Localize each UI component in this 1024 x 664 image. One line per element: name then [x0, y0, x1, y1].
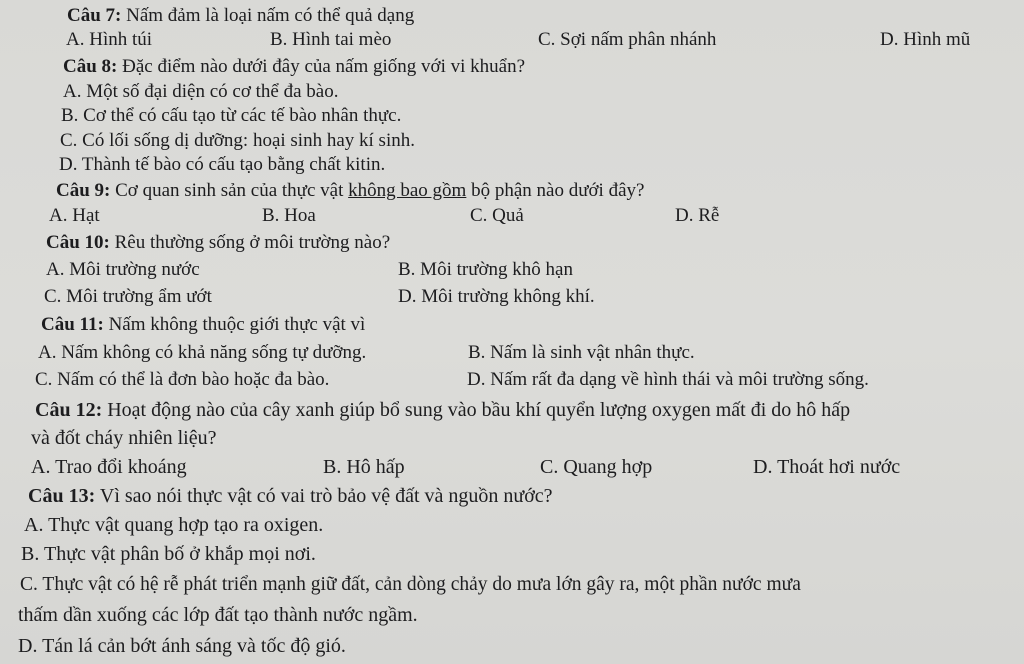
question-label: Câu 8:	[63, 56, 118, 77]
question-10	[46, 233, 390, 252]
question-text: Rêu thường sống ở môi trường nào?	[114, 232, 391, 253]
question-label: Câu 13:	[28, 485, 96, 507]
q7-option-d[interactable]: D. Hình mũ	[880, 29, 971, 50]
q11-option-b[interactable]: B. Nấm là sinh vật nhân thực.	[468, 342, 695, 363]
question-label: Câu 12:	[35, 399, 103, 421]
q11-option-d[interactable]: D. Nấm rất đa dạng về hình thái và môi trường sống.	[467, 369, 869, 390]
q7-option-b[interactable]: B. Hình tai mèo	[270, 29, 392, 50]
question-text: bộ phận nào dưới đây?	[466, 180, 645, 201]
q9-option-a[interactable]: A. Hạt	[49, 205, 100, 226]
question-12-continued: và đốt cháy nhiên liệu?	[31, 427, 217, 449]
q13-option-d[interactable]: D. Tán lá cản bớt ánh sáng và tốc độ gió.	[18, 635, 346, 657]
q7-option-a[interactable]: A. Hình túi	[66, 29, 153, 50]
q7-option-c[interactable]: C. Sợi nấm phân nhánh	[538, 29, 717, 50]
q13-option-a[interactable]: A. Thực vật quang hợp tạo ra oxigen.	[24, 514, 324, 536]
question-text: Nấm không thuộc giới thực vật vì	[108, 314, 366, 335]
q9-option-d[interactable]: D. Rễ	[675, 205, 720, 226]
question-9	[56, 181, 644, 200]
q10-option-d[interactable]: D. Môi trường không khí.	[398, 286, 595, 307]
q10-option-a[interactable]: A. Môi trường nước	[46, 259, 200, 280]
question-12	[35, 400, 850, 420]
question-text: Cơ quan sinh sản của thực vật	[115, 180, 349, 201]
question-text-underlined: không bao gồm	[348, 180, 467, 201]
question-text: Hoạt động nào của cây xanh giúp bổ sung vào bầu khí quyển lượng oxygen mất đi do hô hấp	[107, 399, 851, 421]
question-text: Vì sao nói thực vật có vai trò bảo vệ đất và nguồn nước?	[99, 485, 553, 507]
q11-option-c[interactable]: C. Nấm có thể là đơn bào hoặc đa bào.	[35, 369, 330, 390]
q12-option-b[interactable]: B. Hô hấp	[323, 456, 405, 478]
question-label: Câu 9:	[56, 180, 111, 201]
question-7	[67, 6, 414, 25]
q11-option-a[interactable]: A. Nấm không có khả năng sống tự dưỡng.	[38, 342, 367, 363]
question-text: Nấm đảm là loại nấm có thể quả dạng	[126, 5, 415, 26]
question-13	[28, 486, 553, 506]
q8-option-d[interactable]: D. Thành tế bào có cấu tạo bằng chất kitin.	[59, 154, 386, 175]
question-11	[41, 315, 365, 334]
q9-option-b[interactable]: B. Hoa	[262, 205, 316, 226]
question-label: Câu 10:	[46, 232, 110, 253]
q13-option-c-continued: thấm dần xuống các lớp đất tạo thành nước ngầm.	[18, 604, 418, 626]
q9-option-c[interactable]: C. Quả	[470, 205, 524, 226]
question-label: Câu 11:	[41, 314, 104, 335]
q12-option-d[interactable]: D. Thoát hơi nước	[753, 456, 901, 478]
q8-option-c[interactable]: C. Có lối sống dị dưỡng: hoại sinh hay kí sinh.	[60, 130, 415, 151]
q12-option-c[interactable]: C. Quang hợp	[540, 456, 653, 478]
question-8	[63, 57, 525, 76]
q10-option-b[interactable]: B. Môi trường khô hạn	[398, 259, 573, 280]
q13-option-b[interactable]: B. Thực vật phân bố ở khắp mọi nơi.	[21, 543, 316, 565]
q8-option-a[interactable]: A. Một số đại diện có cơ thể đa bào.	[63, 81, 339, 102]
question-label: Câu 7:	[67, 5, 122, 26]
q10-option-c[interactable]: C. Môi trường ẩm ướt	[44, 286, 212, 307]
q8-option-b[interactable]: B. Cơ thể có cấu tạo từ các tế bào nhân thực.	[61, 105, 402, 126]
question-text: Đặc điểm nào dưới đây của nấm giống với vi khuẩn?	[122, 56, 526, 77]
q13-option-c[interactable]: C. Thực vật có hệ rễ phát triển mạnh giữ đất, cản dòng chảy do mưa lớn gây ra, một phần nước mưa	[20, 574, 801, 595]
q12-option-a[interactable]: A. Trao đổi khoáng	[31, 456, 187, 478]
